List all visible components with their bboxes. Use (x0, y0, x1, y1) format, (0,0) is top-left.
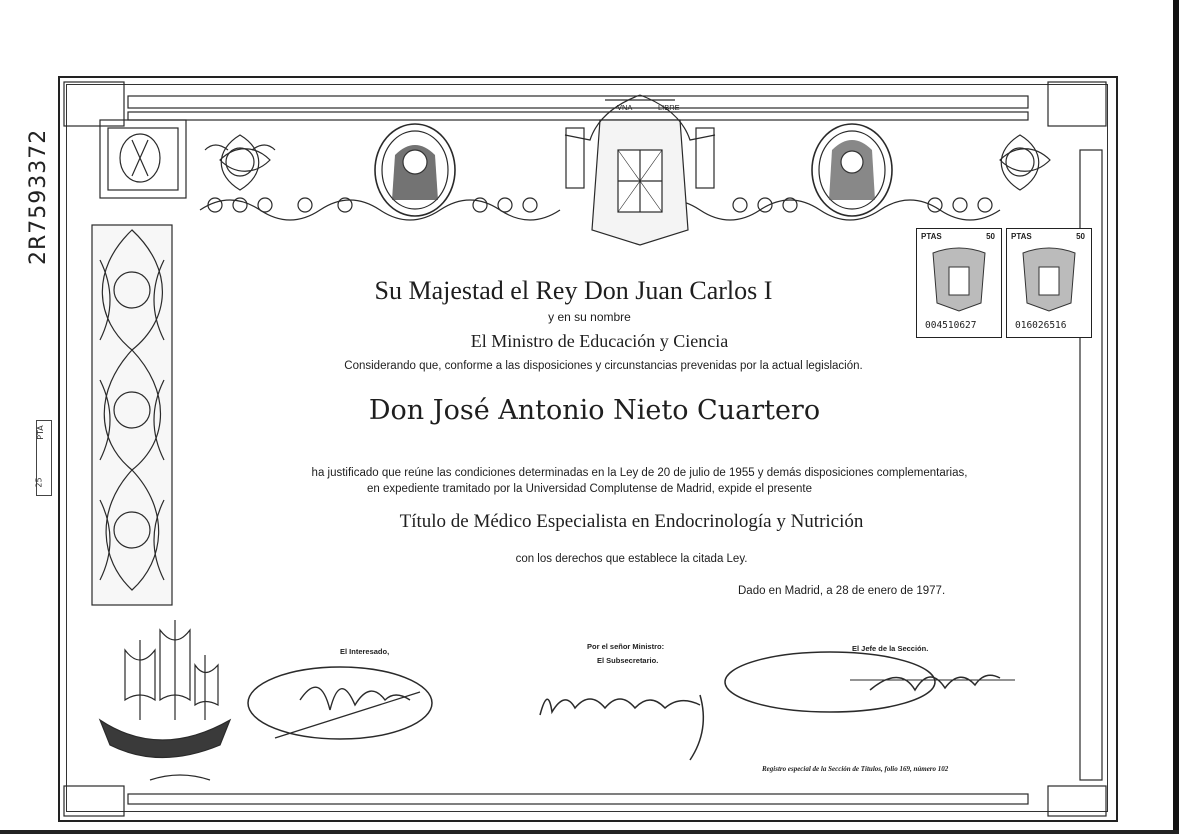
knot-right (1000, 135, 1050, 190)
motto-left: VNA (617, 103, 633, 112)
stamp-value: 50 (986, 232, 995, 241)
side-stamp-label: PTA (35, 425, 45, 440)
considerando-line: Considerando que, conforme a las disposiciones y circunstancias prevenidas por la actual legislación. (344, 360, 863, 372)
degree-title: Título de Médico Especialista en Endocrinología y Nutrición (399, 511, 864, 532)
stamp-number: 016026516 (1015, 320, 1067, 331)
stamp-label: PTAS (921, 232, 942, 241)
section-head-label: El Jefe de la Sección. (852, 644, 929, 653)
university-line: en expediente tramitado por la Universidad Complutense de Madrid, expide el presente (367, 483, 812, 495)
minister-heading: El Ministro de Educación y Ciencia (470, 331, 729, 351)
stamp-label: PTAS (1011, 232, 1032, 241)
justification-line: ha justificado que reúne las condiciones determinadas en la Ley de 20 de julio de 1955 y demás disposiciones complementarias, (311, 467, 968, 479)
knot-left (205, 135, 275, 190)
stamp-number: 004510627 (925, 320, 977, 331)
motto-right: LIBRE (658, 103, 680, 112)
minister-label: Por el señor Ministro: (587, 642, 665, 651)
side-stamp-number: 25 (34, 477, 44, 488)
stamp-value: 50 (1076, 232, 1085, 241)
rights-line: con los derechos que establece la citada Ley. (515, 553, 748, 565)
recipient-name: Don José Antonio Nieto Cuartero (368, 395, 821, 426)
issue-date: Dado en Madrid, a 28 de enero de 1977. (738, 585, 946, 597)
interesado-label: El Interesado, (340, 647, 390, 656)
registry-note: Registro especial de la Sección de Títulos, folio 169, número 102 (762, 765, 949, 773)
king-heading: Su Majestad el Rey Don Juan Carlos I (374, 276, 773, 305)
in-his-name: y en su nombre (548, 310, 631, 324)
subsecretary-label: El Subsecretario. (597, 656, 659, 665)
serial-number: 2R7593372 (26, 128, 51, 265)
